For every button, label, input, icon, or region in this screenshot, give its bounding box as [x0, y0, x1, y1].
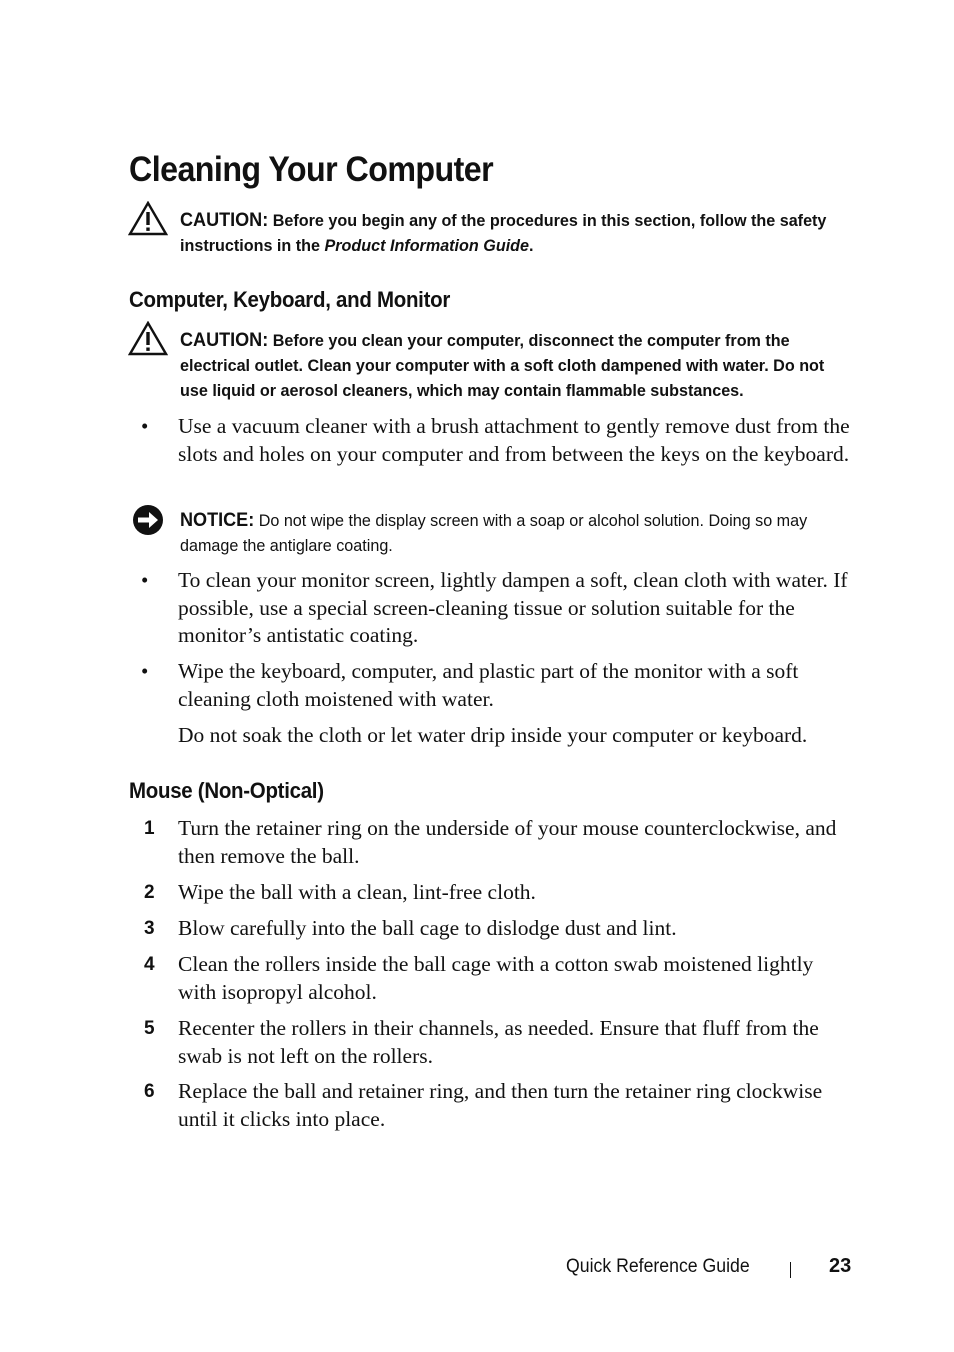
notice-icon: [128, 503, 168, 539]
bullet-item-vacuum: Use a vacuum cleaner with a brush attachment to gently remove dust from the slots and holes on your computer and from between the keys on the keyboard.: [178, 414, 850, 466]
bullet-marker: •: [141, 414, 149, 438]
page-title: Cleaning Your Computer: [129, 150, 494, 189]
step-number: 1: [144, 818, 155, 839]
notice-text: Do not wipe the display screen with a soap or alcohol solution. Doing so may damage the antiglare coating.: [180, 511, 808, 555]
page-number: 23: [829, 1255, 852, 1277]
notice-callout: [180, 508, 845, 558]
bullet-marker: •: [141, 659, 149, 683]
step-text: Recenter the rollers in their channels, as needed. Ensure that fluff from the swab is not left on the rollers.: [178, 1016, 819, 1068]
caution-label: CAUTION:: [180, 210, 269, 231]
section-heading-computer: Computer, Keyboard, and Monitor: [129, 287, 451, 312]
step-text: Replace the ball and retainer ring, and then turn the retainer ring clockwise until it clicks into place.: [178, 1079, 823, 1131]
step-text: Wipe the ball with a clean, lint-free cloth.: [178, 880, 536, 904]
step-number: 2: [144, 882, 155, 903]
caution-text-end: .: [529, 236, 534, 255]
bullet-marker: •: [141, 568, 149, 592]
caution-intro: [180, 208, 845, 258]
section-heading-mouse: Mouse (Non-Optical): [129, 778, 324, 803]
footer-guide-label: Quick Reference Guide: [566, 1256, 750, 1277]
caution-label: CAUTION:: [180, 330, 269, 351]
step-number: 6: [144, 1081, 155, 1102]
caution-icon: [128, 201, 168, 237]
bullet-item-keyboard: Wipe the keyboard, computer, and plastic part of the monitor with a soft cleaning cloth moistened with water.: [178, 659, 799, 711]
step-text: Blow carefully into the ball cage to dislodge dust and lint.: [178, 916, 677, 940]
caution-text: Before you clean your computer, disconnect the computer from the electrical outlet. Clean your computer with a soft cloth dampened with water. Do not use liquid or aerosol cleaners, which may contain flammable substances.: [180, 331, 825, 400]
caution-icon: [128, 321, 168, 357]
caution-cleaning: [180, 328, 845, 403]
bullet-item-monitor: To clean your monitor screen, lightly dampen a soft, clean cloth with water. If possible, use a special screen-cleaning tissue or solution suitable for the monitor’s antistatic coating.: [178, 568, 848, 647]
notice-label: NOTICE:: [180, 510, 255, 531]
caution-text: Before you begin any of the procedures in this section, follow the safety instructions in the: [180, 211, 827, 255]
step-text: Clean the rollers inside the ball cage with a cotton swab moistened lightly with isopropyl alcohol.: [178, 952, 814, 1004]
step-number: 4: [144, 954, 155, 975]
step-text: Turn the retainer ring on the underside of your mouse counterclockwise, and then remove the ball.: [178, 816, 837, 868]
footer-divider: [790, 1262, 791, 1278]
guide-title: Product Information Guide: [324, 236, 530, 255]
step-number: 3: [144, 918, 155, 939]
followup-paragraph: Do not soak the cloth or let water drip inside your computer or keyboard.: [178, 723, 808, 747]
step-number: 5: [144, 1018, 155, 1039]
